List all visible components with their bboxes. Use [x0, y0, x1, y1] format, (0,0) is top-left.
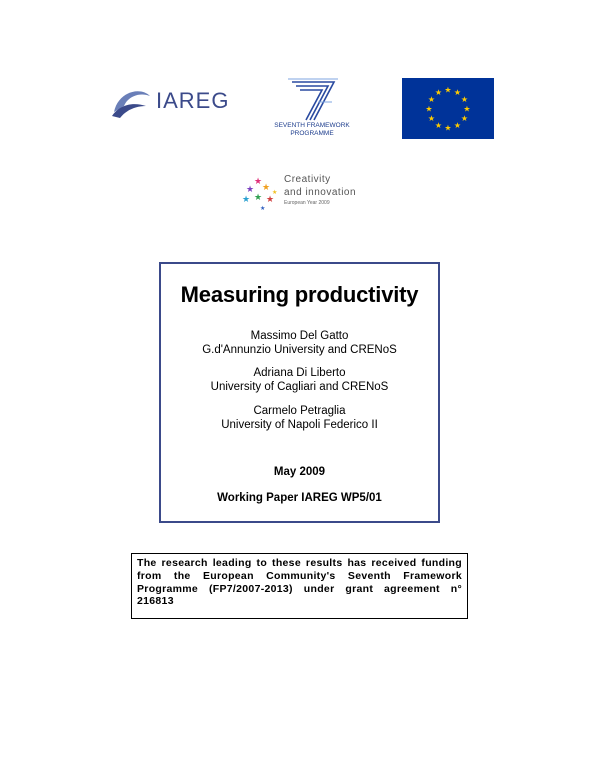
creativity-line1: Creativity [284, 174, 331, 185]
eu-star-icon: ★ [434, 121, 443, 130]
author-affiliation: University of Cagliari and CRENoS [210, 381, 389, 393]
author-name: Adriana Di Liberto [253, 367, 346, 379]
svg-text:★: ★ [242, 195, 251, 205]
iareg-swoosh-icon [110, 82, 154, 120]
stars-cluster-icon [240, 172, 284, 212]
author-name: Carmelo Petraglia [253, 405, 346, 417]
eu-star-icon: ★ [444, 123, 452, 133]
fp7-label-line1: SEVENTH FRAMEWORK [274, 122, 350, 129]
eu-flag-logo [402, 78, 494, 139]
svg-text:★: ★ [254, 193, 263, 203]
creativity-line3: European Year 2009 [284, 200, 330, 206]
eu-star-icon: ★ [453, 121, 462, 130]
eu-star-icon: ★ [453, 88, 462, 97]
fp7-logo [262, 76, 362, 142]
fp7-seven-icon [262, 76, 362, 122]
svg-text:★: ★ [262, 183, 271, 193]
eu-stars-icon [402, 78, 494, 139]
iareg-logo [110, 82, 230, 120]
eu-star-icon: ★ [425, 104, 433, 114]
author-affiliation: University of Napoli Federico II [221, 419, 378, 431]
svg-text:★: ★ [260, 205, 266, 212]
fp7-label-line2: PROGRAMME [290, 130, 334, 137]
working-paper-id: Working Paper IAREG WP5/01 [217, 492, 382, 504]
iareg-logo-text: IAREG [156, 88, 230, 113]
creativity-line2: and innovation [284, 187, 357, 198]
author-affiliation: G.d'Annunzio University and CRENoS [202, 344, 397, 356]
eu-star-icon: ★ [460, 114, 469, 123]
eu-star-icon: ★ [444, 85, 452, 95]
paper-title: Measuring productivity [180, 282, 419, 307]
author-name: Massimo Del Gatto [250, 330, 349, 342]
publication-date: May 2009 [273, 466, 326, 478]
eu-star-icon: ★ [434, 88, 443, 97]
eu-star-icon: ★ [427, 114, 436, 123]
svg-text:★: ★ [266, 195, 275, 205]
svg-text:★: ★ [246, 185, 255, 195]
title-box [159, 262, 440, 523]
eu-star-icon: ★ [460, 95, 469, 104]
svg-text:★: ★ [272, 189, 278, 196]
svg-text:★: ★ [254, 177, 263, 187]
eu-star-icon: ★ [427, 95, 436, 104]
funding-statement: The research leading to these results has received funding from the European Community's Seventh Framework Programme (FP7/2007-2013) under grant agreement n° 216813 [131, 553, 468, 619]
eu-star-icon: ★ [463, 104, 471, 114]
creativity-innovation-logo [240, 172, 370, 212]
